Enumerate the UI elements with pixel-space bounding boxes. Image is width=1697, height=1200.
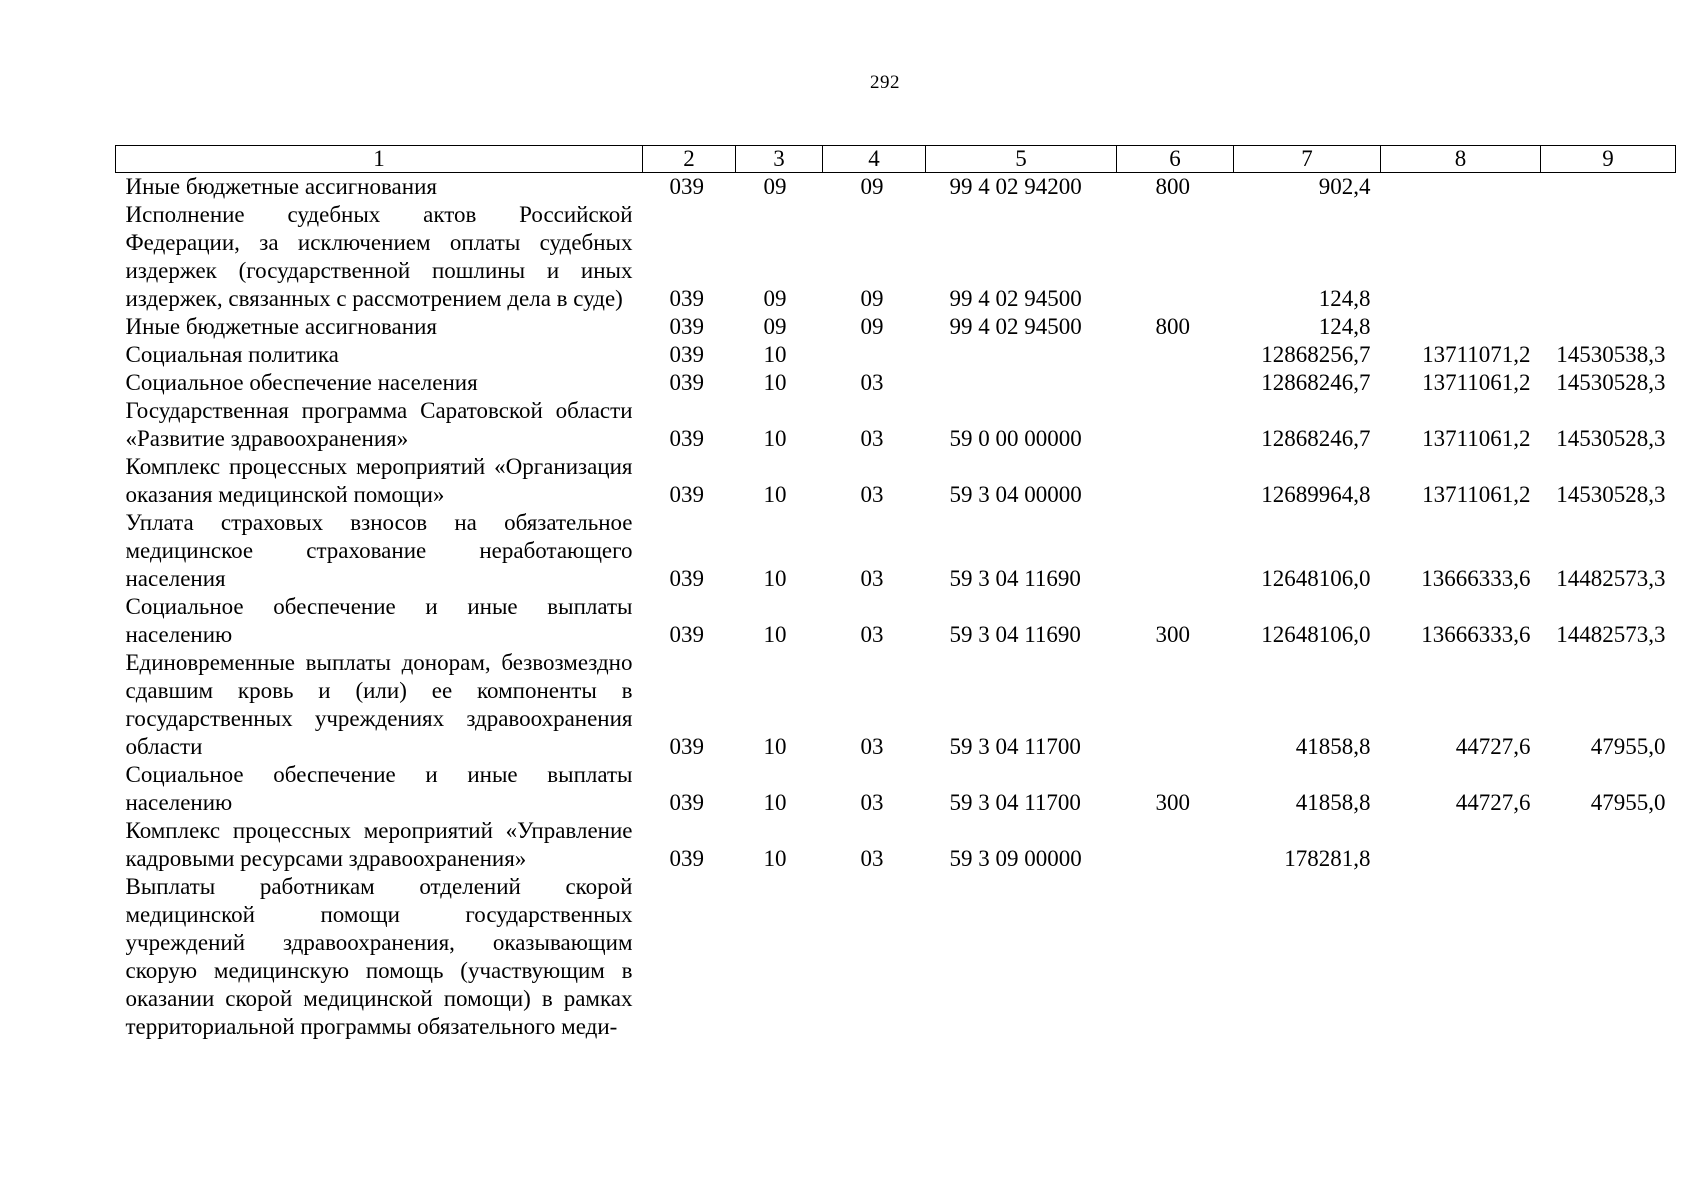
cell-target-article xyxy=(926,341,1117,369)
cell-amount-col8: 44727,6 xyxy=(1455,790,1531,815)
header-cell: 6 xyxy=(1117,146,1234,173)
cell-amount-col8: 13711061,2 xyxy=(1422,482,1531,507)
header-row xyxy=(116,146,1676,173)
row-name: Социальное обеспечение и иные выплаты населению xyxy=(125,594,633,647)
header-cell: 3 xyxy=(736,146,823,173)
cell-target-article: 59 3 04 11700 xyxy=(949,790,1081,815)
cell-amount-col7: 12648106,0 xyxy=(1261,622,1371,647)
cell-expense-type: 800 xyxy=(1155,314,1190,339)
cell-expense-type xyxy=(1117,369,1234,397)
cell-ministry: 039 xyxy=(669,790,704,815)
cell-section: 10 xyxy=(763,734,787,759)
cell-target-article: 99 4 02 94200 xyxy=(949,174,1082,199)
cell-ministry: 039 xyxy=(669,342,704,367)
cell-subsection: 03 xyxy=(860,566,884,591)
row-name: Уплата страховых взносов на обязательное медицинское страхование неработающего населения xyxy=(125,510,633,591)
cell-ministry: 039 xyxy=(669,426,704,451)
cell-target-article: 99 4 02 94500 xyxy=(949,286,1082,311)
cell-subsection: 09 xyxy=(860,174,884,199)
cell-amount-col7: 12689964,8 xyxy=(1261,482,1371,507)
cell-subsection: 03 xyxy=(860,846,884,871)
cell-amount-col8 xyxy=(1381,873,1541,1041)
row-name: Социальное обеспечение и иные выплаты населению xyxy=(125,762,633,815)
cell-amount-col8 xyxy=(1381,817,1541,873)
cell-amount-col9: 14482573,3 xyxy=(1556,566,1666,591)
cell-amount-col7: 12868246,7 xyxy=(1261,370,1371,395)
cell-target-article: 59 3 04 11700 xyxy=(949,734,1081,759)
cell-amount-col8: 13666333,6 xyxy=(1421,622,1531,647)
table-row xyxy=(116,201,1676,313)
cell-subsection: 03 xyxy=(860,622,884,647)
cell-amount-col7: 12648106,0 xyxy=(1261,566,1371,591)
cell-amount-col9 xyxy=(1541,873,1676,1041)
header-cell: 1 xyxy=(116,146,643,173)
cell-amount-col8: 13711061,2 xyxy=(1422,426,1531,451)
cell-section: 09 xyxy=(763,174,787,199)
cell-ministry: 039 xyxy=(669,482,704,507)
cell-section xyxy=(736,873,823,1041)
cell-amount-col9: 47955,0 xyxy=(1590,734,1666,759)
cell-section: 10 xyxy=(763,566,787,591)
row-name: Комплекс процессных мероприятий «Управление кадровыми ресурсами здравоохранения» xyxy=(125,818,633,871)
cell-section: 10 xyxy=(763,622,787,647)
cell-ministry: 039 xyxy=(669,846,704,871)
cell-amount-col7: 41858,8 xyxy=(1295,734,1371,759)
header-cell: 4 xyxy=(823,146,926,173)
cell-section: 10 xyxy=(763,846,787,871)
cell-subsection: 03 xyxy=(860,734,884,759)
cell-amount-col7: 41858,8 xyxy=(1295,790,1371,815)
table-row xyxy=(116,313,1676,341)
cell-amount-col9: 14530528,3 xyxy=(1556,370,1666,395)
cell-amount-col7: 12868256,7 xyxy=(1261,342,1371,367)
budget-table xyxy=(115,145,1676,1041)
cell-amount-col7: 12868246,7 xyxy=(1261,426,1371,451)
table-row xyxy=(116,649,1676,761)
cell-ministry: 039 xyxy=(669,566,704,591)
row-name: Выплаты работникам отделений скорой медицинской помощи государственных учреждений здравоохранения, оказывающим скорую медицинскую помощь (участвующим в оказании скорой медицинской помощи) в рамках территориальной программы обязательного меди- xyxy=(125,874,633,1039)
cell-ministry: 039 xyxy=(669,174,704,199)
table-row xyxy=(116,509,1676,593)
table-row xyxy=(116,397,1676,453)
cell-subsection: 03 xyxy=(860,482,884,507)
cell-section: 10 xyxy=(763,426,787,451)
cell-subsection: 03 xyxy=(860,790,884,815)
row-name: Социальное обеспечение населения xyxy=(125,370,478,395)
header-cell: 2 xyxy=(643,146,736,173)
cell-amount-col8 xyxy=(1381,313,1541,341)
cell-subsection: 03 xyxy=(860,426,884,451)
row-name: Иные бюджетные ассигнования xyxy=(125,314,437,339)
cell-amount-col7: 124,8 xyxy=(1318,314,1371,339)
cell-amount-col9: 14530538,3 xyxy=(1556,342,1666,367)
cell-amount-col8: 13711061,2 xyxy=(1422,370,1531,395)
page-number: 292 xyxy=(870,72,900,93)
cell-section: 10 xyxy=(763,342,787,367)
cell-amount-col9: 14530528,3 xyxy=(1556,426,1666,451)
row-name: Исполнение судебных актов Российской Федерации, за исключением оплаты судебных издержек (государственной пошлины и иных издержек, связанных с рассмотрением дела в суде) xyxy=(125,202,633,311)
cell-subsection: 09 xyxy=(860,286,884,311)
cell-amount-col9: 47955,0 xyxy=(1590,790,1666,815)
cell-amount-col9 xyxy=(1541,313,1676,341)
header-cell: 5 xyxy=(926,146,1117,173)
cell-amount-col8: 13711071,2 xyxy=(1422,342,1531,367)
cell-section: 09 xyxy=(763,286,787,311)
cell-ministry: 039 xyxy=(669,622,704,647)
cell-expense-type xyxy=(1117,509,1234,593)
table-row xyxy=(116,593,1676,649)
table-row xyxy=(116,173,1676,202)
cell-section: 10 xyxy=(763,790,787,815)
header-cell: 7 xyxy=(1234,146,1381,173)
cell-amount-col9 xyxy=(1541,817,1676,873)
header-cell: 9 xyxy=(1541,146,1676,173)
cell-ministry: 039 xyxy=(669,734,704,759)
cell-expense-type xyxy=(1117,873,1234,1041)
cell-ministry: 039 xyxy=(669,314,704,339)
cell-section: 09 xyxy=(763,314,787,339)
cell-section: 10 xyxy=(763,370,787,395)
cell-amount-col7 xyxy=(1234,873,1381,1041)
cell-expense-type xyxy=(1117,453,1234,509)
cell-expense-type xyxy=(1117,201,1234,313)
cell-target-article xyxy=(926,873,1117,1041)
table-row xyxy=(116,761,1676,817)
cell-amount-col8: 13666333,6 xyxy=(1421,566,1531,591)
cell-ministry: 039 xyxy=(669,286,704,311)
row-name: Государственная программа Саратовской области «Развитие здравоохранения» xyxy=(125,398,633,451)
table-row xyxy=(116,341,1676,369)
cell-expense-type xyxy=(1117,397,1234,453)
row-name: Единовременные выплаты донорам, безвозмездно сдавшим кровь и (или) ее компоненты в государственных учреждениях здравоохранения области xyxy=(125,650,633,759)
cell-target-article: 59 3 09 00000 xyxy=(949,846,1082,871)
cell-target-article: 59 3 04 11690 xyxy=(949,622,1081,647)
cell-expense-type xyxy=(1117,649,1234,761)
cell-subsection xyxy=(823,873,926,1041)
cell-expense-type xyxy=(1117,817,1234,873)
cell-target-article xyxy=(926,369,1117,397)
cell-amount-col9 xyxy=(1541,173,1676,202)
row-name: Комплекс процессных мероприятий «Организация оказания медицинской помощи» xyxy=(125,454,633,507)
cell-expense-type: 300 xyxy=(1155,790,1190,815)
cell-amount-col7: 902,4 xyxy=(1318,174,1371,199)
row-name: Иные бюджетные ассигнования xyxy=(125,174,437,199)
cell-amount-col9 xyxy=(1541,201,1676,313)
table-row xyxy=(116,453,1676,509)
cell-section: 10 xyxy=(763,482,787,507)
cell-subsection: 09 xyxy=(860,314,884,339)
cell-subsection: 03 xyxy=(860,370,884,395)
cell-amount-col8 xyxy=(1381,201,1541,313)
cell-target-article: 59 3 04 00000 xyxy=(949,482,1082,507)
cell-amount-col7: 178281,8 xyxy=(1284,846,1371,871)
header-cell: 8 xyxy=(1381,146,1541,173)
cell-expense-type: 300 xyxy=(1155,622,1190,647)
cell-ministry: 039 xyxy=(669,370,704,395)
row-name: Социальная политика xyxy=(125,342,339,367)
cell-target-article: 59 3 04 11690 xyxy=(949,566,1081,591)
cell-target-article: 59 0 00 00000 xyxy=(949,426,1082,451)
table-row xyxy=(116,369,1676,397)
cell-amount-col9: 14482573,3 xyxy=(1556,622,1666,647)
cell-expense-type: 800 xyxy=(1155,174,1190,199)
cell-amount-col8 xyxy=(1381,173,1541,202)
cell-amount-col9: 14530528,3 xyxy=(1556,482,1666,507)
cell-expense-type xyxy=(1117,341,1234,369)
table-row xyxy=(116,817,1676,873)
cell-amount-col8: 44727,6 xyxy=(1455,734,1531,759)
cell-amount-col7: 124,8 xyxy=(1318,286,1371,311)
cell-ministry xyxy=(643,873,736,1041)
cell-target-article: 99 4 02 94500 xyxy=(949,314,1082,339)
cell-subsection xyxy=(823,341,926,369)
table-row xyxy=(116,873,1676,1041)
